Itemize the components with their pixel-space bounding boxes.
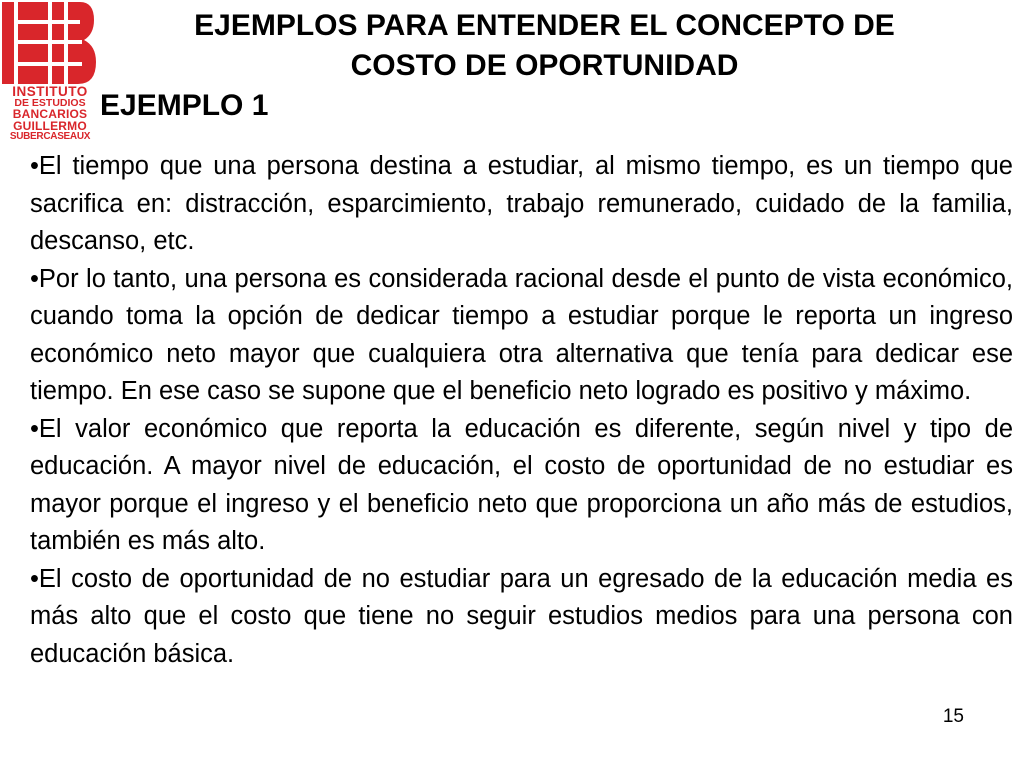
bullet-paragraph: •Por lo tanto, una persona es considerada racional desde el punto de vista económico, cuando toma la opción de dedicar tiempo a estudiar porque le reporta un ingreso económico neto mayor que cualquiera otra alternativa que tenía para dedicar ese tiempo. En ese caso se supone que el beneficio neto logrado es positivo y máximo. (30, 264, 1013, 405)
slide-title-line: COSTO DE OPORTUNIDAD (350, 49, 739, 82)
slide-title-line: EJEMPLOS PARA ENTENDER EL CONCEPTO DE (194, 9, 895, 42)
slide-body (30, 148, 1013, 673)
logo-text-line: DE ESTUDIOS (14, 97, 86, 109)
page-number: 15 (942, 706, 964, 727)
slide-title (112, 6, 977, 86)
slide-subtitle: EJEMPLO 1 (100, 89, 269, 122)
logo-text-line: BANCARIOS (12, 107, 88, 121)
institute-logo (0, 0, 100, 146)
logo-text-line: GUILLERMO (13, 119, 87, 133)
bullet-paragraph: •El valor económico que reporta la educación es diferente, según nivel y tipo de educación. A mayor nivel de educación, el costo de oportunidad de no estudiar es mayor porque el ingreso y el beneficio neto que proporciona un año más de estudios, también es más alto. (30, 414, 1013, 555)
logo-text-line: SUBERCASEAUX (9, 131, 91, 142)
bullet-paragraph: •El costo de oportunidad de no estudiar para un egresado de la educación media es más alto que el costo que tiene no seguir estudios medios para una persona con educación básica. (30, 564, 1013, 668)
logo-text-line: INSTITUTO (12, 84, 88, 99)
bullet-paragraph: •El tiempo que una persona destina a estudiar, al mismo tiempo, es un tiempo que sacrifica en: distracción, esparcimiento, trabajo remunerado, cuidado de la familia, descanso, etc. (30, 152, 1013, 255)
institute-logo-mark (2, 2, 96, 84)
